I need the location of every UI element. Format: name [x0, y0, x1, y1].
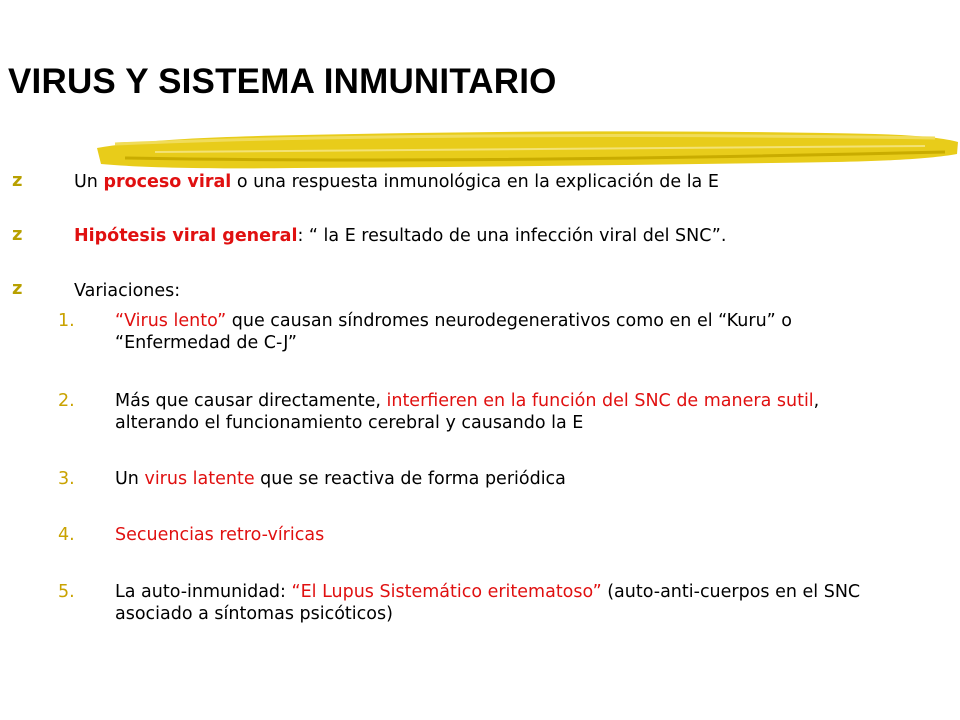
bullet-icon: z: [12, 278, 23, 299]
bullet-icon: z: [12, 170, 23, 191]
item-5-text: La auto-inmunidad: “El Lupus Sistemático eritematoso” (auto-anti-cuerpos en el SNC asociado a síntomas psicóticos): [115, 582, 861, 624]
bullet-1-text: Un proceso viral o una respuesta inmunológica en la explicación de la E: [74, 172, 719, 192]
item-number: 3.: [58, 469, 75, 489]
bullet-icon: z: [12, 224, 23, 245]
item-number: 2.: [58, 391, 75, 411]
yellow-brush-stroke-decoration: [95, 124, 960, 176]
bullet-3-text: Variaciones:: [74, 281, 181, 301]
item-number: 4.: [58, 525, 75, 545]
item-4-text: Secuencias retro-víricas: [115, 525, 325, 545]
slide-title: VIRUS Y SISTEMA INMUNITARIO: [8, 62, 557, 101]
item-2-text: Más que causar directamente, interfieren en la función del SNC de manera sutil, alterando el funcionamiento cerebral y causando la E: [115, 391, 820, 433]
item-number: 5.: [58, 582, 75, 602]
bullet-2-text: Hipótesis viral general: “ la E resultado de una infección viral del SNC”.: [74, 226, 727, 246]
item-1-text: “Virus lento” que causan síndromes neurodegenerativos como en el “Kuru” o “Enfermedad de C-J”: [115, 311, 792, 353]
item-3-text: Un virus latente que se reactiva de forma periódica: [115, 469, 566, 489]
item-number: 1.: [58, 311, 75, 331]
